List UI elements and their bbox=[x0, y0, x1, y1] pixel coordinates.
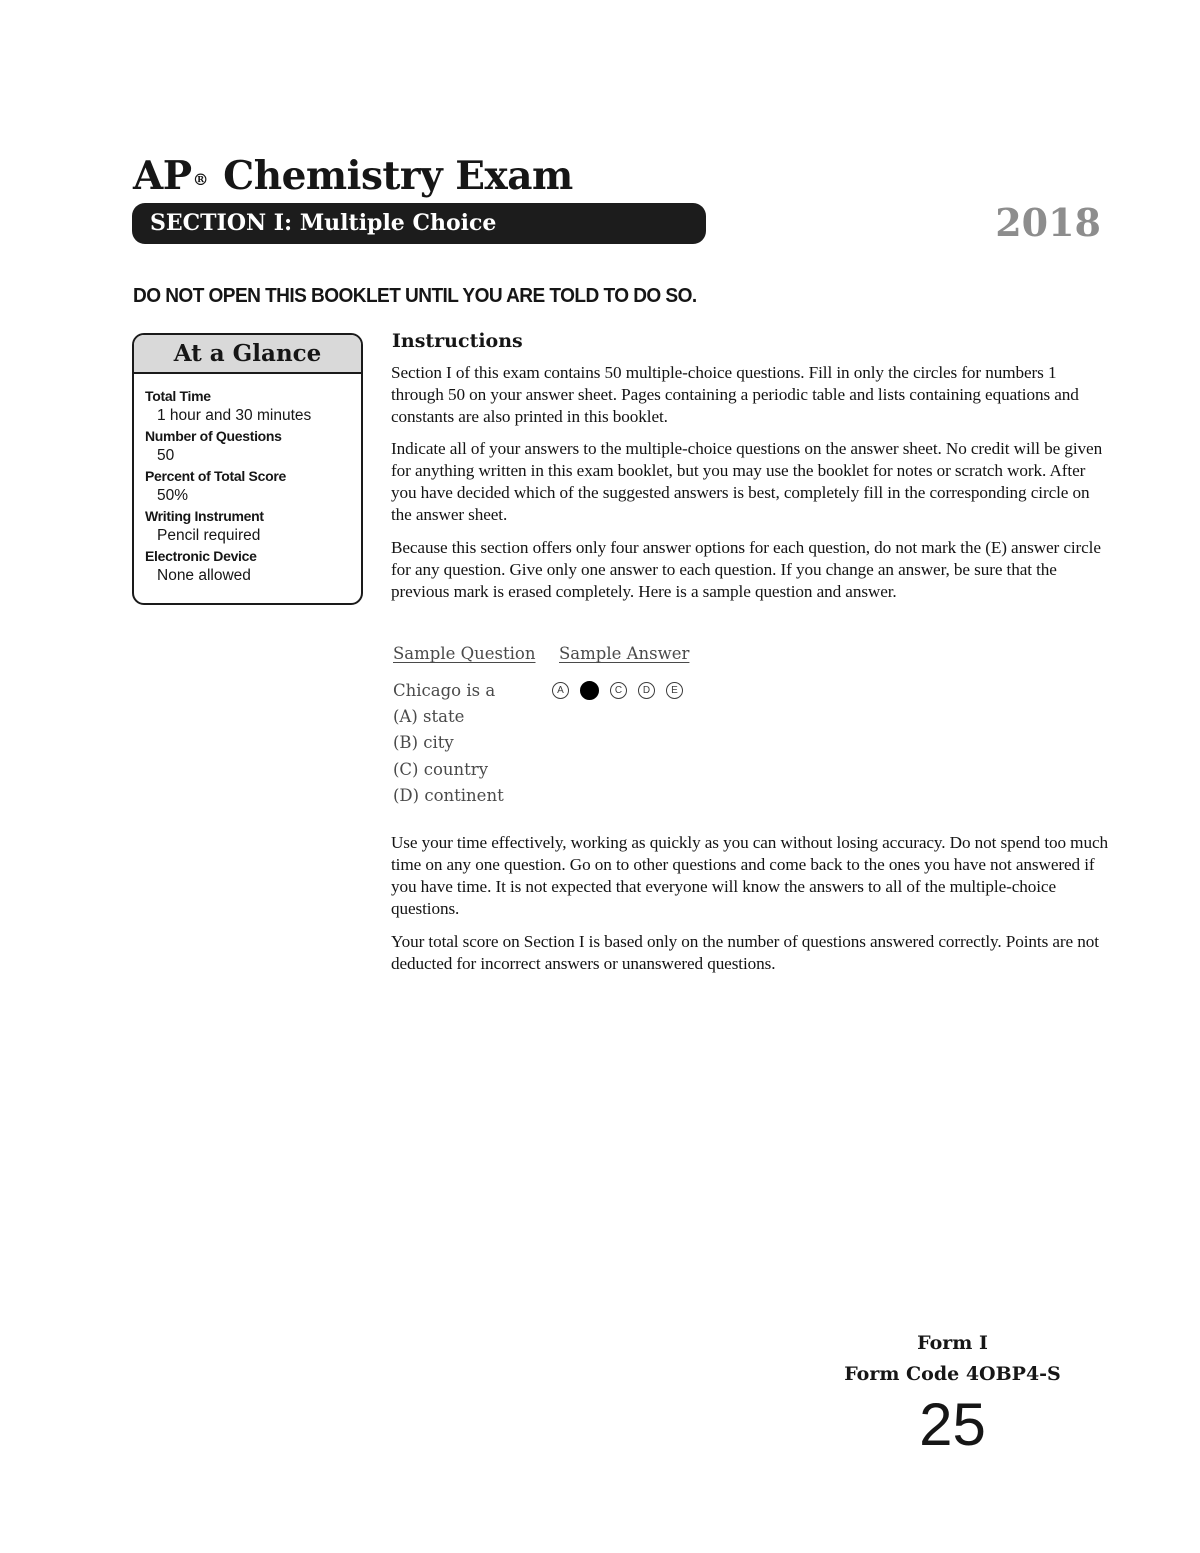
glance-value: 50 bbox=[157, 447, 175, 464]
form-code: Form Code 4OBP4-S bbox=[844, 1363, 1061, 1385]
sample-answer-header: Sample Answer bbox=[559, 644, 690, 663]
instructions-paragraph: Because this section offers only four answer options for each question, do not mark the (E) answer circle for any question. Give only one answer to each question. If you change an answer, be sure that the previous mark is erased completely. Here is a sample question and answer. bbox=[391, 538, 1101, 601]
glance-value: 50% bbox=[157, 487, 189, 504]
sample-option: (D) continent bbox=[393, 786, 504, 805]
answer-bubble-d: D bbox=[638, 682, 655, 699]
at-a-glance-list bbox=[134, 374, 361, 586]
answer-bubble-b bbox=[580, 681, 599, 700]
answer-bubble-a: A bbox=[552, 682, 569, 699]
glance-label: Electronic Device bbox=[145, 548, 257, 564]
form-name: Form I bbox=[917, 1332, 988, 1354]
answer-bubble-e: E bbox=[666, 682, 683, 699]
at-a-glance-title: At a Glance bbox=[134, 335, 361, 374]
glance-label: Total Time bbox=[145, 388, 211, 404]
instructions-heading: Instructions bbox=[392, 330, 523, 352]
instructions-paragraph: Indicate all of your answers to the multiple-choice questions on the answer sheet. No credit will be given for anything written in this exam booklet, but you may use the booklet for notes or scratch work. After you have decided which of the suggested answers is best, completely fill in the corresponding circle on the answer sheet. bbox=[391, 439, 1103, 524]
glance-value: 1 hour and 30 minutes bbox=[157, 407, 312, 424]
page-number: 25 bbox=[919, 1391, 986, 1458]
sample-option: (A) state bbox=[393, 707, 465, 726]
glance-label: Percent of Total Score bbox=[145, 468, 286, 484]
exam-title bbox=[133, 150, 573, 202]
sample-answer-bubbles bbox=[552, 682, 683, 700]
sample-option: (C) country bbox=[393, 760, 489, 779]
glance-label: Writing Instrument bbox=[145, 508, 264, 524]
at-a-glance-box bbox=[132, 333, 363, 605]
sample-option: (B) city bbox=[393, 733, 454, 752]
section-banner: SECTION I: Multiple Choice bbox=[132, 203, 706, 244]
glance-label: Number of Questions bbox=[145, 428, 282, 444]
glance-value: Pencil required bbox=[157, 527, 261, 544]
title-rest: Chemistry Exam bbox=[210, 153, 573, 199]
answer-bubble-c: C bbox=[610, 682, 627, 699]
do-not-open-warning: DO NOT OPEN THIS BOOKLET UNTIL YOU ARE TOLD TO DO SO. bbox=[133, 284, 697, 307]
instructions-paragraph: Section I of this exam contains 50 multiple-choice questions. Fill in only the circles for numbers 1 through 50 on your answer sheet. Pages containing a periodic table and lists containing equations and constants are also printed in this booklet. bbox=[391, 363, 1079, 426]
exam-year: 2018 bbox=[995, 200, 1101, 245]
sample-question-stem: Chicago is a bbox=[393, 681, 496, 700]
instructions-paragraph: Your total score on Section I is based only on the number of questions answered correctly. Points are not deducted for incorrect answers or unanswered questions. bbox=[391, 932, 1099, 973]
glance-value: None allowed bbox=[157, 567, 251, 584]
title-prefix: AP bbox=[133, 153, 192, 199]
registered-mark: ® bbox=[192, 170, 209, 189]
sample-question-header: Sample Question bbox=[393, 644, 536, 663]
form-footer bbox=[820, 1328, 1085, 1458]
instructions-paragraph: Use your time effectively, working as quickly as you can without losing accuracy. Do not spend too much time on any one question. Go on to other questions and come back to the ones you have not answered if you have time. It is not expected that everyone will know the answers to all of the multiple-choice questions. bbox=[391, 833, 1108, 918]
